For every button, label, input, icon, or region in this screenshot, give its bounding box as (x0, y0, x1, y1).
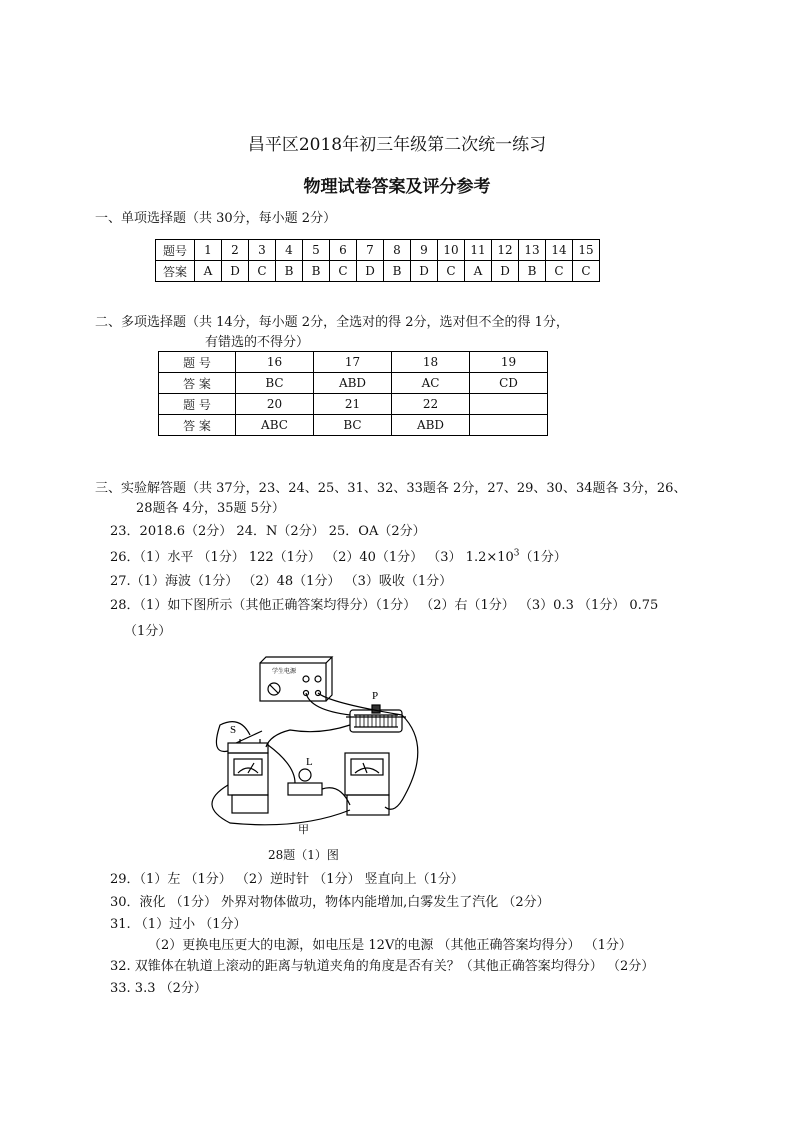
table-cell (470, 394, 548, 415)
answer-33: 33. 3.3 （2分） (110, 981, 207, 996)
table-cell: 4 (276, 240, 303, 261)
table-row (156, 240, 600, 261)
answer-32: 32. 双锥体在轨道上滚动的距离与轨道夹角的角度是否有关？（其他正确答案均得分） （2分） (110, 959, 655, 974)
table-cell (470, 415, 548, 436)
table-cell: 6 (330, 240, 357, 261)
table-cell: A (195, 261, 222, 282)
table-cell: 22 (392, 394, 470, 415)
table-cell: 13 (519, 240, 546, 261)
table-cell: 10 (438, 240, 465, 261)
table-cell: 5 (303, 240, 330, 261)
label-p: P (372, 690, 379, 702)
table-cell: 1 (195, 240, 222, 261)
table-cell: D (357, 261, 384, 282)
table-cell: D (222, 261, 249, 282)
table-cell: 19 (470, 352, 548, 373)
figure-caption: 28题（1）图 (268, 848, 339, 862)
table-cell: 7 (357, 240, 384, 261)
single-choice-table (155, 239, 600, 282)
table-cell: B (276, 261, 303, 282)
section1-heading: 一、单项选择题（共 30分，每小题 2分） (95, 211, 337, 226)
label-s: S (230, 724, 237, 736)
row-label-answer: 答 案 (159, 373, 236, 394)
answer-26-score: （1分） (519, 550, 567, 565)
table-cell: 9 (411, 240, 438, 261)
table-cell: 2 (222, 240, 249, 261)
answer-28: 28．（1）如下图所示（其他正确答案均得分）（1分） （2）右（1分） （3）0.3 （1分） 0.75 (110, 598, 659, 613)
row-label-answer: 答案 (156, 261, 195, 282)
switch-icon (228, 743, 268, 753)
page-title: 昌平区2018年初三年级第二次统一练习 (247, 135, 547, 155)
table-cell: ABC (236, 415, 314, 436)
power-supply-label: 学生电源 (272, 669, 297, 675)
row-label-answer: 答 案 (159, 415, 236, 436)
table-row (159, 394, 548, 415)
table-cell: B (519, 261, 546, 282)
table-cell: C (438, 261, 465, 282)
table-cell: AC (392, 373, 470, 394)
answer-26-text: 26．（1）水平 （1分） 122（1分） （2）40（1分） （3） 1.2×10 (110, 550, 514, 565)
table-cell: A (465, 261, 492, 282)
table-cell: 18 (392, 352, 470, 373)
table-cell: 20 (236, 394, 314, 415)
table-row (159, 373, 548, 394)
section2-heading: 二、多项选择题（共 14分，每小题 2分，全选对的得 2分，选对但不全的得 1分， (95, 315, 569, 330)
page-subtitle: 物理试卷答案及评分参考 (303, 177, 491, 197)
table-cell: 3 (249, 240, 276, 261)
label-l: L (306, 756, 313, 768)
label-jia: 甲 (298, 824, 309, 835)
table-cell: D (492, 261, 519, 282)
table-cell: 15 (573, 240, 600, 261)
answer-26 (110, 546, 567, 565)
table-cell: C (249, 261, 276, 282)
row-label-number: 题 号 (159, 394, 236, 415)
circuit-figure (200, 655, 430, 835)
section2-heading-cont: 有错选的不得分） (205, 335, 310, 350)
answer-31: 31. （1）过小 （1分） (110, 917, 247, 932)
table-cell: CD (470, 373, 548, 394)
table-cell: B (303, 261, 330, 282)
section3-heading: 三、实验解答题（共 37分，23、24、25、31、32、33题各 2分，27、29、30、34题各 3分，26、 (95, 481, 687, 496)
section3-heading-cont: 28题各 4分，35题 5分） (136, 501, 285, 516)
answer-23-25: 23．2018.6（2分） 24．N（2分） 25．OA（2分） (110, 524, 426, 539)
row-label-number: 题 号 (159, 352, 236, 373)
table-row (159, 352, 548, 373)
table-row (156, 261, 600, 282)
table-cell: 14 (546, 240, 573, 261)
table-cell: ABD (392, 415, 470, 436)
answer-27: 27.（1）海波（1分） （2）48（1分） （3）吸收（1分） (110, 574, 453, 589)
answer-26-exponent: 3 (513, 548, 520, 559)
table-cell: BC (236, 373, 314, 394)
table-cell: C (546, 261, 573, 282)
lamp-icon (288, 783, 322, 795)
table-cell: BC (314, 415, 392, 436)
table-cell: 21 (314, 394, 392, 415)
table-cell: C (330, 261, 357, 282)
answer-28-cont: （1分） (124, 624, 172, 639)
answer-31-part2: （2）更换电压更大的电源，如电压是 12V的电源 （其他正确答案均得分） （1分） (148, 938, 632, 953)
table-cell: B (384, 261, 411, 282)
answer-30: 30．液化 （1分） 外界对物体做功，物体内能增加,白雾发生了汽化 （2分） (110, 895, 550, 910)
table-cell: 11 (465, 240, 492, 261)
table-cell: D (411, 261, 438, 282)
table-cell: 16 (236, 352, 314, 373)
table-cell: ABD (314, 373, 392, 394)
table-row (159, 415, 548, 436)
table-cell: C (573, 261, 600, 282)
table-cell: 17 (314, 352, 392, 373)
table-cell: 8 (384, 240, 411, 261)
table-cell: 12 (492, 240, 519, 261)
answer-29: 29．（1）左 （1分） （2）逆时针 （1分） 竖直向上（1分） (110, 872, 464, 887)
row-label-number: 题号 (156, 240, 195, 261)
multi-choice-table (158, 351, 548, 436)
